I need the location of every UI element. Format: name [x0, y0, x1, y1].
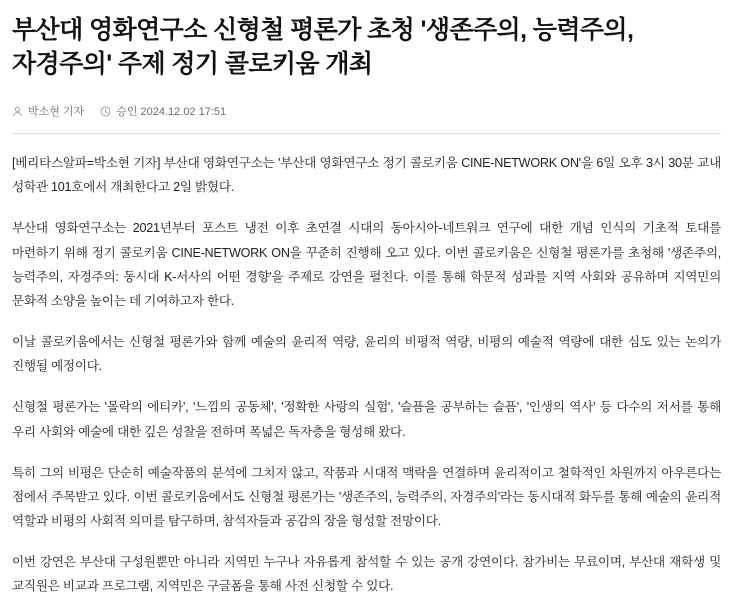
article-paragraph: 부산대 영화연구소는 2021년부터 포스트 냉전 이후 초연결 시대의 동아시아-네트워크 연구에 대한 개념 인식의 기초적 토대를 마련하기 위해 정기 콜로키움 CINE-NETWORK ON을 꾸준히 진행해 오고 있다. 이번 콜로키움은 신형철 평론가를 초청해 '생존주의, 능력주의, 자경주의: 동시대 K-서사의 어떤 경향'을 주제로 강연을 펼친다. 이를 통해 학문적 성과를 지역 사회와 공유하며 지역민의 문화적 소양을 높이는 데 기여하고자 한다. [12, 221, 721, 308]
header-divider [12, 133, 721, 134]
article-paragraph: 신형철 평론가는 '몰락의 에티카', '느낌의 공동체', '정확한 사랑의 실험', '슬픔을 공부하는 슬픔', '인생의 역사' 등 다수의 저서를 통해 우리 사회와 예술에 대한 깊은 성찰을 전하며 폭넓은 독자층을 형성해 왔다. [12, 400, 721, 439]
byline-author [12, 103, 84, 119]
article-paragraph: 이날 콜로키움에서는 신형철 평론가와 함께 예술의 윤리적 역량, 윤리의 비평적 역량, 비평의 예술적 역량에 대한 심도 있는 논의가 진행될 예정이다. [12, 335, 721, 374]
article-paragraph: 이번 강연은 부산대 구성원뿐만 아니라 지역민 누구나 자유롭게 참석할 수 있는 공개 강연이다. 참가비는 무료이며, 부산대 재학생 및 교직원은 비교과 프로그램, 지역민은 구글폼을 통해 사전 신청할 수 있다. [12, 555, 721, 594]
page-title: 부산대 영화연구소 신형철 평론가 초청 '생존주의, 능력주의, 자경주의' 주제 정기 콜로키움 개최 [12, 16, 634, 78]
person-icon [12, 106, 23, 117]
clock-icon [100, 106, 111, 117]
article-paragraph: 특히 그의 비평은 단순히 예술작품의 분석에 그치지 않고, 작품과 시대적 맥락을 연결하며 윤리적이고 철학적인 차원까지 아우른다는 점에서 주목받고 있다. 이번 콜로키움에서도 신형철 평론가는 '생존주의, 능력주의, 자경주의'라는 동시대적 화두를 통해 예술의 윤리적 역할과 비평의 사회적 의미를 탐구하며, 참석자들과 공감의 장을 형성할 전망이다. [12, 465, 721, 529]
article-body [12, 151, 721, 599]
publish-date: 승인 2024.12.02 17:51 [116, 106, 227, 118]
author-name: 박소현 기자 [28, 106, 85, 118]
article-paragraph: [베리타스알파=박소현 기자] 부산대 영화연구소는 '부산대 영화연구소 정기 콜로키움 CINE-NETWORK ON'을 6일 오후 3시 30분 교내 성학관 101호에서 개최한다고 2일 밝혔다. [12, 156, 721, 195]
byline-date [100, 103, 226, 119]
byline [12, 103, 721, 119]
